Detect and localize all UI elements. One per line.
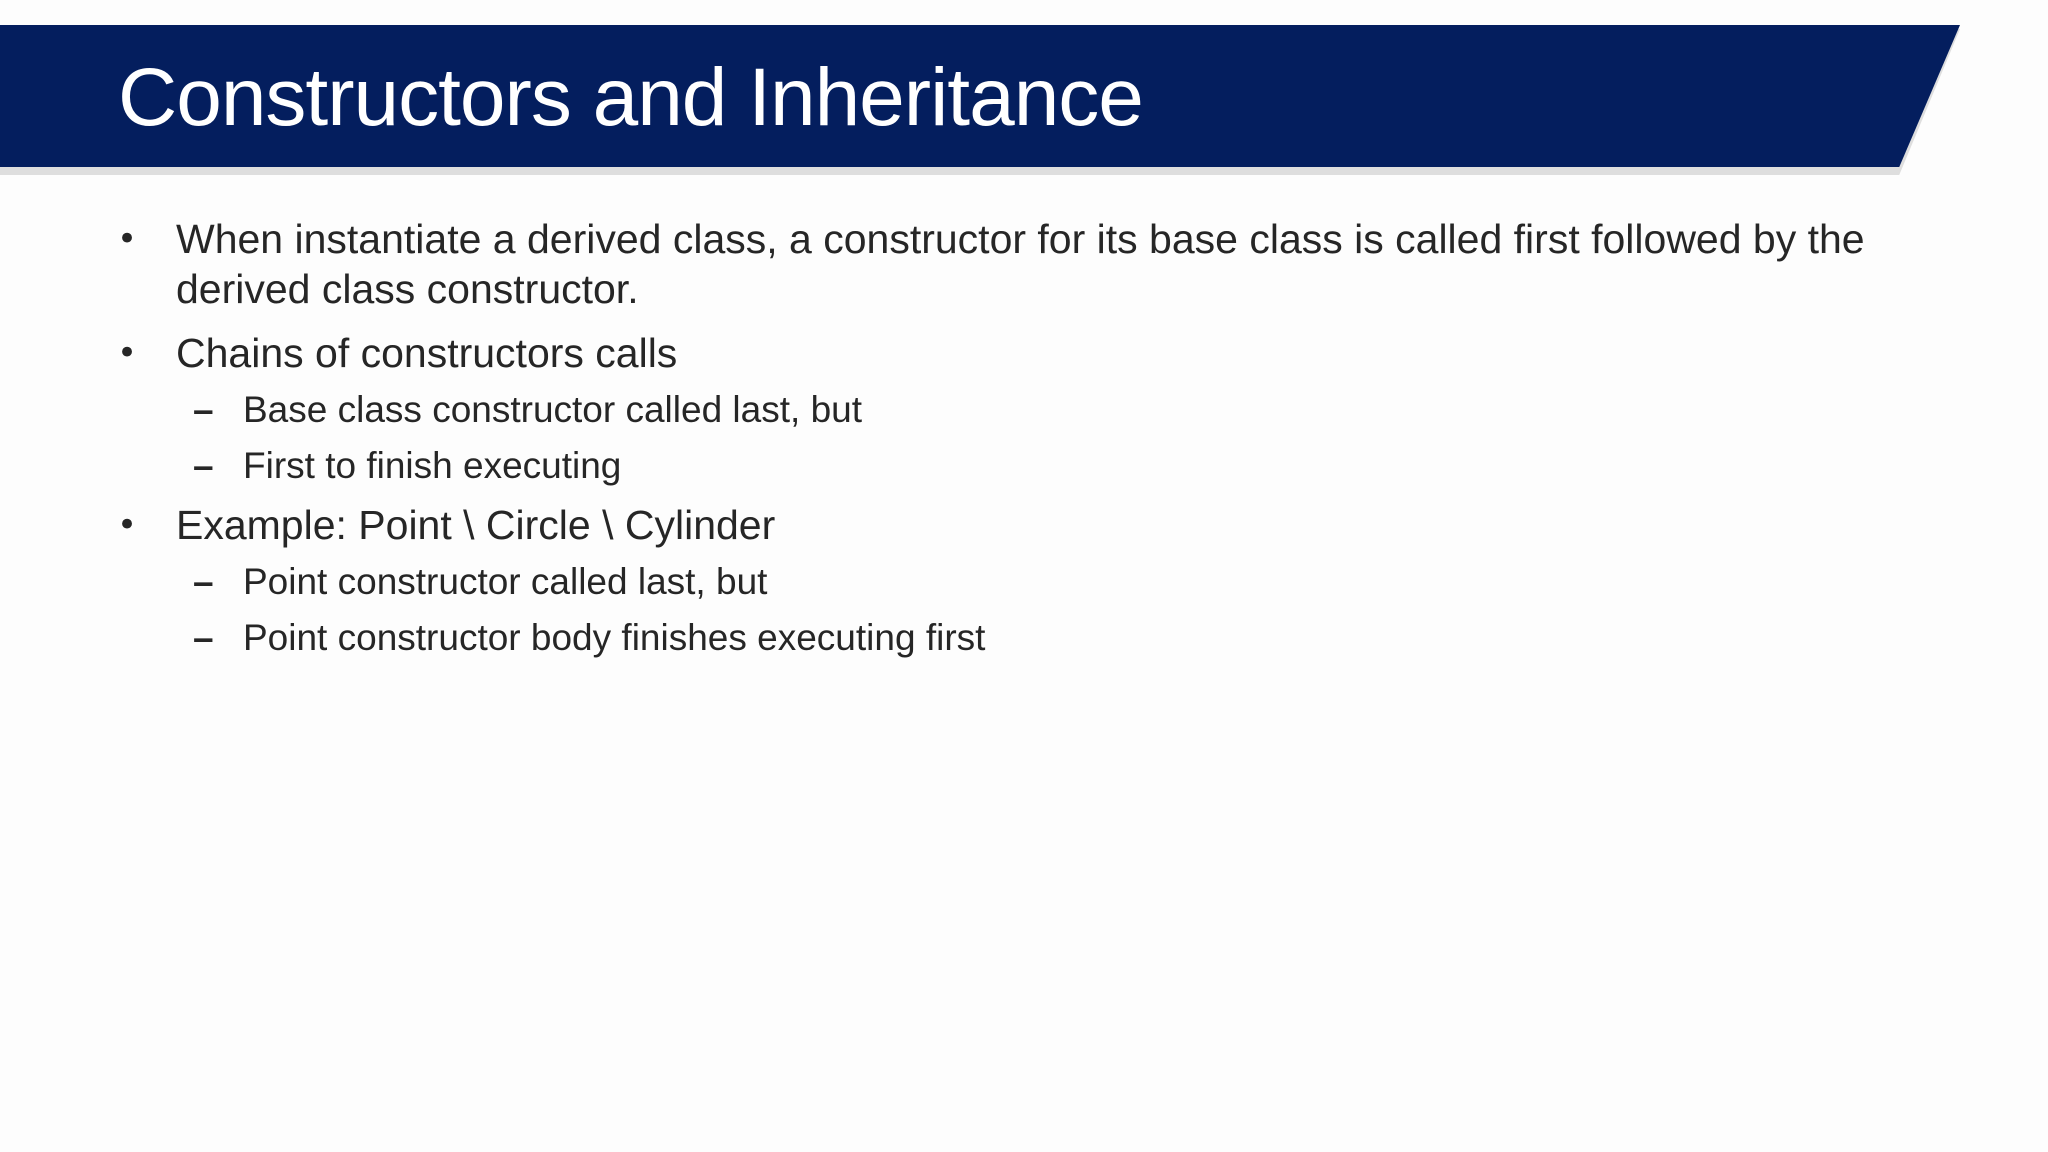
sub-bullet-text: Base class constructor called last, but [243, 389, 863, 430]
bullet-marker: • [117, 219, 138, 259]
slide-title: Constructors and Inheritance [118, 52, 1143, 143]
sub-bullet-marker: – [193, 445, 214, 486]
sub-bullet-marker: – [193, 389, 214, 430]
bullet-text: Example: Point \ Circle \ Cylinder [176, 502, 776, 548]
bullet-text: Chains of constructors calls [176, 330, 678, 376]
bullet-marker: • [117, 505, 138, 545]
sub-bullet-text: Point constructor body finishes executing first [243, 617, 986, 658]
sub-bullet-marker: – [193, 561, 214, 602]
sub-bullet-text: Point constructor called last, but [243, 561, 768, 602]
sub-bullet-marker: – [193, 617, 214, 658]
sub-bullet-text: First to finish executing [243, 445, 622, 486]
bullet-text: When instantiate a derived class, a constructor for its base class is called first followed by the derived class constructor. [176, 216, 1865, 312]
bullet-marker: • [117, 333, 138, 373]
